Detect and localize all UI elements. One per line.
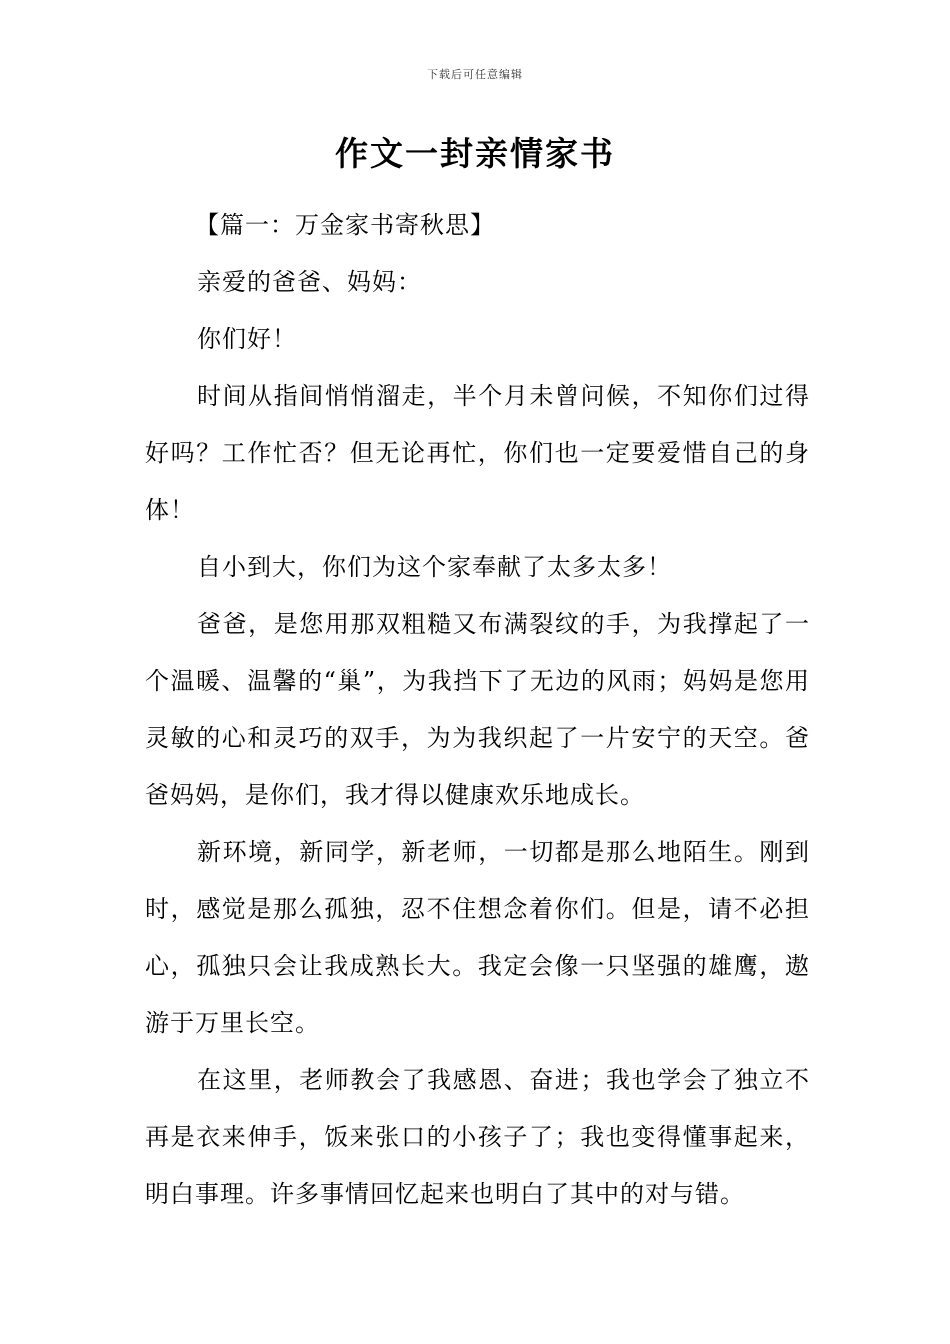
document-body xyxy=(145,197,810,1223)
page-header-note: 下载后可任意编辑 xyxy=(427,68,523,81)
body-paragraph: 时间从指间悄悄溜走，半个月未曾问候，不知你们过得好吗？工作忙否？但无论再忙，你们也一定要爱惜自己的身体！ xyxy=(145,382,810,524)
salutation: 亲爱的爸爸、妈妈： xyxy=(197,268,422,296)
document-title: 作文一封亲情家书 xyxy=(335,134,615,173)
body-paragraph: 新环境，新同学，新老师，一切都是那么地陌生。刚到时，感觉是那么孤独，忍不住想念着你们。但是，请不必担心，孤独只会让我成熟长大。我定会像一只坚强的雄鹰，遨游于万里长空。 xyxy=(145,838,810,1037)
body-paragraph: 在这里，老师教会了我感恩、奋进；我也学会了独立不再是衣来伸手，饭来张口的小孩子了；我也变得懂事起来，明白事理。许多事情回忆起来也明白了其中的对与错。 xyxy=(145,1066,810,1208)
body-paragraph: 自小到大，你们为这个家奉献了太多太多！ xyxy=(197,553,672,581)
section-heading: 【篇一：万金家书寄秋思】 xyxy=(195,211,495,239)
body-paragraph: 爸爸，是您用那双粗糙又布满裂纹的手，为我撑起了一个温暖、温馨的“巢”，为我挡下了无边的风雨；妈妈是您用灵敏的心和灵巧的双手，为为我织起了一片安宁的天空。爸爸妈妈，是你们，我才得以健康欢乐地成长。 xyxy=(145,610,810,809)
greeting: 你们好！ xyxy=(197,325,297,353)
